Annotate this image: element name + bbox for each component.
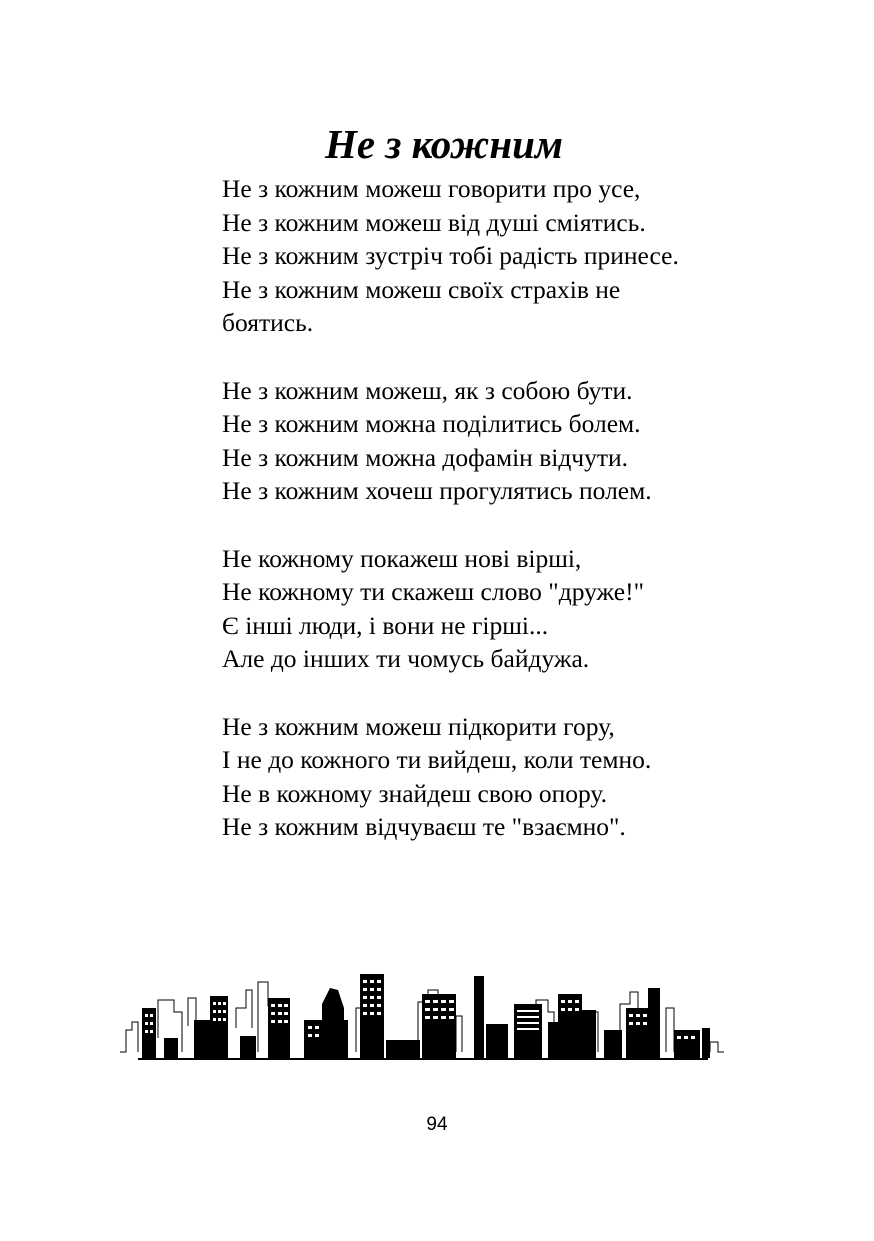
poem-line: Не з кожним можеш своїх страхів не	[222, 274, 621, 304]
stanza-1	[222, 172, 782, 340]
poem-line: Не з кожним можеш від душі сміятись.	[222, 207, 646, 237]
city-skyline-icon	[118, 968, 728, 1064]
poem-line: Але до інших ти чомусь байдужа.	[222, 644, 590, 674]
poem-line: Не з кожним можеш, як з собою бути.	[222, 375, 633, 405]
poem-line: Не з кожним можна поділитись болем.	[222, 409, 641, 439]
poem-line: І не до кожного ти вийдеш, коли темно.	[222, 745, 652, 775]
poem-body	[222, 172, 782, 877]
poem-line: Не з кожним можна дофамін відчути.	[222, 442, 629, 472]
stanza-2	[222, 374, 782, 508]
poem-line: Не кожному покажеш нові вірші,	[222, 543, 582, 573]
poem-line: Не з кожним хочеш прогулятись полем.	[222, 476, 652, 506]
poem-line: Не кожному ти скажеш слово "друже!"	[222, 577, 645, 607]
poem-line: Є інші люди, і вони не гірші...	[222, 610, 549, 640]
poem-line: боятись.	[222, 308, 314, 338]
poem-line: Не з кожним зустріч тобі радість принесе.	[222, 241, 679, 271]
poem-line: Не з кожним відчуваєш те "взаємно".	[222, 812, 626, 842]
poem-title: Не з кожним	[325, 121, 563, 167]
page-number: 94	[426, 1114, 448, 1135]
poem-line: Не з кожним можеш говорити про усе,	[222, 174, 641, 203]
stanza-3	[222, 542, 782, 676]
poem-line: Не в кожному знайдеш свою опору.	[222, 778, 608, 808]
poem-line: Не з кожним можеш підкорити гору,	[222, 711, 615, 741]
stanza-4	[222, 710, 782, 844]
